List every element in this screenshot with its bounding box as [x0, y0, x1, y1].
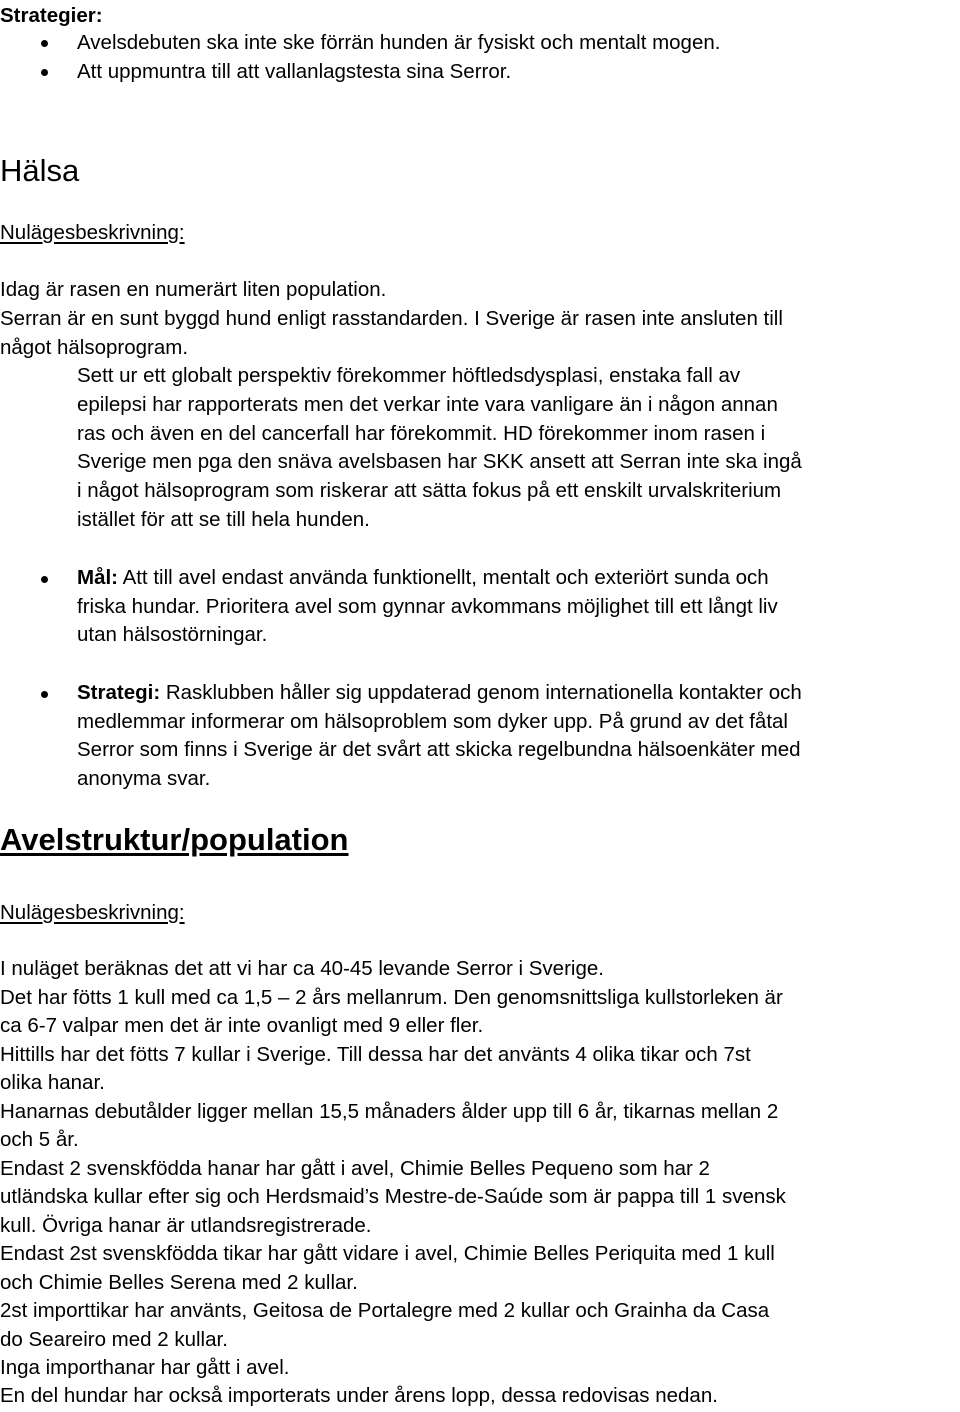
halsa-subheading: Nulägesbeskrivning:	[0, 221, 185, 244]
mal-line: utan hälsostörningar.	[77, 623, 268, 646]
avelstruktur-line: Endast 2 svenskfödda hanar har gått i avel, Chimie Belles Pequeno som har 2	[0, 1157, 710, 1180]
avelstruktur-line: Endast 2st svenskfödda tikar har gått vidare i avel, Chimie Belles Periquita med 1 kull	[0, 1242, 775, 1265]
avelstruktur-line: 2st importtikar har använts, Geitosa de Portalegre med 2 kullar och Grainha da Casa	[0, 1299, 770, 1322]
avelstruktur-line: I nuläget beräknas det att vi har ca 40-45 levande Serror i Sverige.	[0, 957, 604, 980]
mal-line: friska hundar. Prioritera avel som gynnar avkommans möjlighet till ett långt liv	[77, 595, 778, 618]
halsa-intro-line: Serran är en sunt byggd hund enligt rasstandarden. I Sverige är rasen inte ansluten till	[0, 307, 783, 330]
halsa-indented-line: Sett ur ett globalt perspektiv förekommer höftledsdysplasi, enstaka fall av	[77, 364, 741, 387]
bullet-dot	[41, 691, 48, 698]
strategi-label: Strategi:	[77, 681, 161, 704]
mal-line-1	[77, 564, 769, 593]
strategier-bullet-2: Att uppmuntra till att vallanlagstesta sina Serror.	[77, 60, 512, 83]
avelstruktur-line: kull. Övriga hanar är utlandsregistrerade.	[0, 1214, 372, 1237]
avelstruktur-line: do Seareiro med 2 kullar.	[0, 1328, 228, 1351]
strategier-bullet-1: Avelsdebuten ska inte ske förrän hunden är fysiskt och mentalt mogen.	[77, 31, 721, 54]
bullet-dot	[41, 576, 48, 583]
avelstruktur-line: utländska kullar efter sig och Herdsmaid’s Mestre-de-Saúde som är pappa till 1 svensk	[0, 1185, 786, 1208]
avelstruktur-line: och Chimie Belles Serena med 2 kullar.	[0, 1271, 358, 1294]
avelstruktur-line: ca 6-7 valpar men det är inte ovanligt med 9 eller fler.	[0, 1014, 484, 1037]
halsa-indented-line: Sverige men pga den snäva avelsbasen har SKK ansett att Serran inte ska ingå	[77, 450, 802, 473]
avelstruktur-line: Inga importhanar har gått i avel.	[0, 1356, 290, 1379]
halsa-indented-line: i något hälsoprogram som riskerar att sätta fokus på ett enskilt urvalskriterium	[77, 479, 782, 502]
halsa-title: Hälsa	[0, 153, 80, 188]
halsa-indented-line: istället för att se till hela hunden.	[77, 508, 370, 531]
mal-text: Att till avel endast använda funktionellt, mentalt och exteriört sunda och	[118, 566, 769, 589]
avelstruktur-line: Det har fötts 1 kull med ca 1,5 – 2 års mellanrum. Den genomsnittsliga kullstorleken är	[0, 986, 783, 1009]
avelstruktur-subheading: Nulägesbeskrivning:	[0, 901, 185, 924]
strategi-text: Rasklubben håller sig uppdaterad genom internationella kontakter och	[160, 681, 802, 704]
strategier-heading: Strategier:	[0, 4, 103, 27]
avelstruktur-line: Hittills har det fötts 7 kullar i Sverige. Till dessa har det använts 4 olika tikar och 7st	[0, 1043, 751, 1066]
avelstruktur-title: Avelstruktur/population	[0, 822, 349, 857]
strategi-line: medlemmar informerar om hälsoproblem som dyker upp. På grund av det fåtal	[77, 710, 788, 733]
strategi-line: anonyma svar.	[77, 767, 211, 790]
avelstruktur-line: Hanarnas debutålder ligger mellan 15,5 månaders ålder upp till 6 år, tikarnas mellan 2	[0, 1100, 779, 1123]
bullet-dot	[41, 69, 48, 76]
halsa-intro-line: Idag är rasen en numerärt liten population.	[0, 278, 387, 301]
avelstruktur-line: olika hanar.	[0, 1071, 105, 1094]
halsa-intro-line: något hälsoprogram.	[0, 336, 189, 359]
halsa-indented-line: ras och även en del cancerfall har förekommit. HD förekommer inom rasen i	[77, 422, 766, 445]
mal-label: Mål:	[77, 566, 118, 589]
halsa-indented-line: epilepsi har rapporterats men det verkar inte vara vanligare än i någon annan	[77, 393, 778, 416]
bullet-dot	[41, 40, 48, 47]
avelstruktur-line: och 5 år.	[0, 1128, 79, 1151]
strategi-line: Serror som finns i Sverige är det svårt att skicka regelbundna hälsoenkäter med	[77, 738, 801, 761]
strategi-line-1	[77, 679, 802, 708]
avelstruktur-line: En del hundar har också importerats under årens lopp, dessa redovisas nedan.	[0, 1384, 718, 1407]
